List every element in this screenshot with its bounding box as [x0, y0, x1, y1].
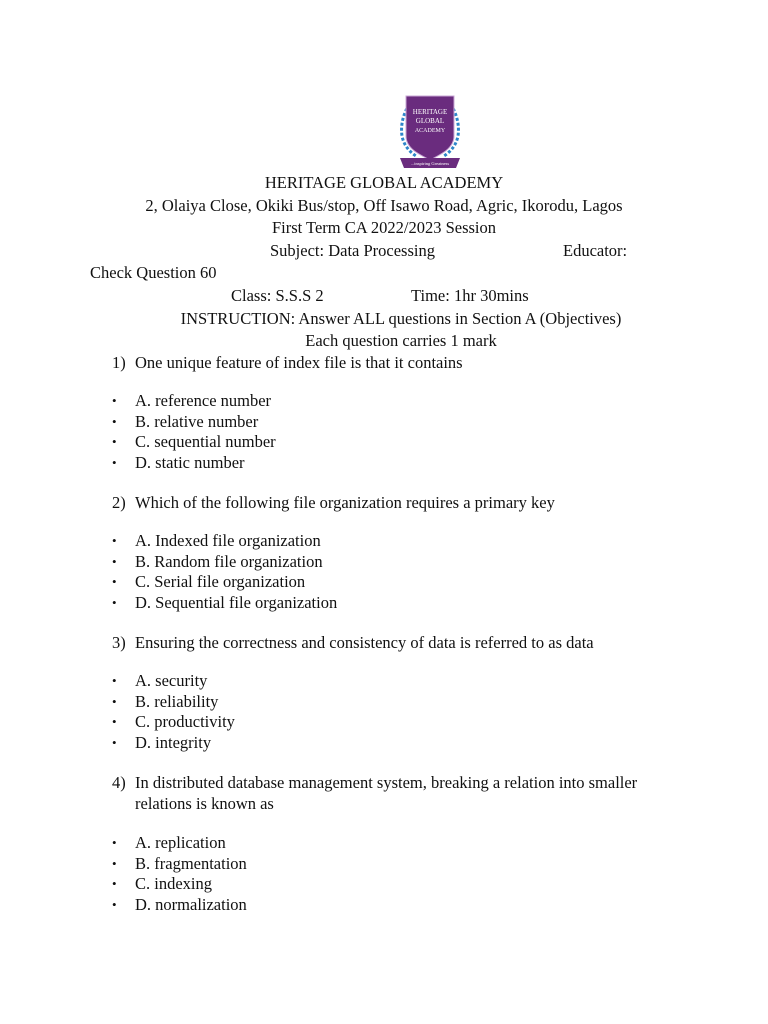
option-item [112, 671, 235, 692]
option-text: D. Sequential file organization [135, 593, 338, 613]
option-item [112, 453, 276, 474]
option-text: D. integrity [135, 733, 212, 753]
bullet-icon: • [112, 413, 117, 429]
option-item [112, 432, 276, 453]
option-item [112, 895, 247, 916]
question-4 [112, 773, 692, 814]
logo-text-3: ACADEMY [414, 128, 446, 134]
question-number: 2) [112, 493, 126, 512]
option-item [112, 531, 337, 552]
class-label: Class: S.S.S 2 [231, 286, 324, 305]
option-item [112, 552, 337, 573]
time-label: Time: 1hr 30mins [411, 286, 529, 305]
option-text: C. indexing [135, 874, 212, 894]
bullet-icon: • [112, 876, 117, 892]
question-text: In distributed database management system, breaking a relation into smaller relations is known as [135, 773, 638, 813]
option-text: A. Indexed file organization [135, 531, 321, 550]
option-item [112, 412, 276, 433]
option-text: D. static number [135, 453, 245, 473]
option-item [112, 874, 247, 895]
option-item [112, 391, 276, 412]
option-item [112, 833, 247, 854]
question-number: 4) [112, 773, 126, 792]
bullet-icon: • [112, 595, 117, 611]
option-item [112, 733, 235, 754]
bullet-icon: • [112, 434, 117, 450]
option-item [112, 572, 337, 593]
options-list-1 [112, 391, 276, 474]
option-item [112, 692, 235, 713]
option-text: B. reliability [135, 691, 219, 711]
option-text: C. sequential number [135, 432, 276, 452]
bullet-icon: • [112, 455, 117, 471]
option-text: B. Random file organization [135, 551, 323, 571]
bullet-icon: • [112, 393, 117, 408]
option-text: D. normalization [135, 895, 247, 915]
school-logo [394, 94, 466, 170]
mark-note: Each question carries 1 mark [305, 331, 497, 350]
option-text: C. productivity [135, 712, 235, 732]
option-text: B. relative number [135, 411, 259, 431]
school-address: 2, Olaiya Close, Okiki Bus/stop, Off Isawo Road, Agric, Ikorodu, Lagos [145, 196, 623, 215]
option-text: A. replication [135, 833, 226, 852]
check-question: Check Question 60 [90, 263, 217, 282]
bullet-icon: • [112, 855, 117, 871]
bullet-icon: • [112, 714, 117, 730]
bullet-icon: • [112, 735, 117, 751]
options-list-2 [112, 531, 337, 614]
bullet-icon: • [112, 553, 117, 569]
subject: Subject: Data Processing [270, 241, 435, 260]
bullet-icon: • [112, 835, 117, 850]
logo-text-1: HERITAGE [412, 108, 448, 116]
question-text: Ensuring the correctness and consistency of data is referred to as data [135, 633, 594, 652]
bullet-icon: • [112, 673, 117, 688]
educator-label: Educator: [563, 241, 628, 260]
instruction: INSTRUCTION: Answer ALL questions in Section A (Objectives) [180, 309, 622, 328]
option-text: C. Serial file organization [135, 572, 306, 592]
option-text: B. fragmentation [135, 853, 247, 873]
question-3 [112, 633, 712, 654]
option-item [112, 593, 337, 614]
logo-text-2: GLOBAL [415, 117, 445, 125]
option-item [112, 712, 235, 733]
bullet-icon: • [112, 693, 117, 709]
options-list-3 [112, 671, 235, 754]
question-text: Which of the following file organization requires a primary key [135, 493, 555, 512]
question-1 [112, 353, 712, 374]
bullet-icon: • [112, 897, 117, 913]
option-text: A. security [135, 671, 208, 690]
option-text: A. reference number [135, 391, 272, 410]
options-list-4 [112, 833, 247, 916]
bullet-icon: • [112, 574, 117, 590]
term-session: First Term CA 2022/2023 Session [271, 218, 497, 237]
bullet-icon: • [112, 533, 117, 548]
question-text: One unique feature of index file is that it contains [135, 353, 463, 372]
logo-motto: ...inspiring Greatness [410, 161, 450, 166]
question-number: 3) [112, 633, 126, 652]
question-number: 1) [112, 353, 126, 372]
option-item [112, 854, 247, 875]
school-name: HERITAGE GLOBAL ACADEMY [264, 173, 504, 192]
question-2 [112, 493, 712, 514]
